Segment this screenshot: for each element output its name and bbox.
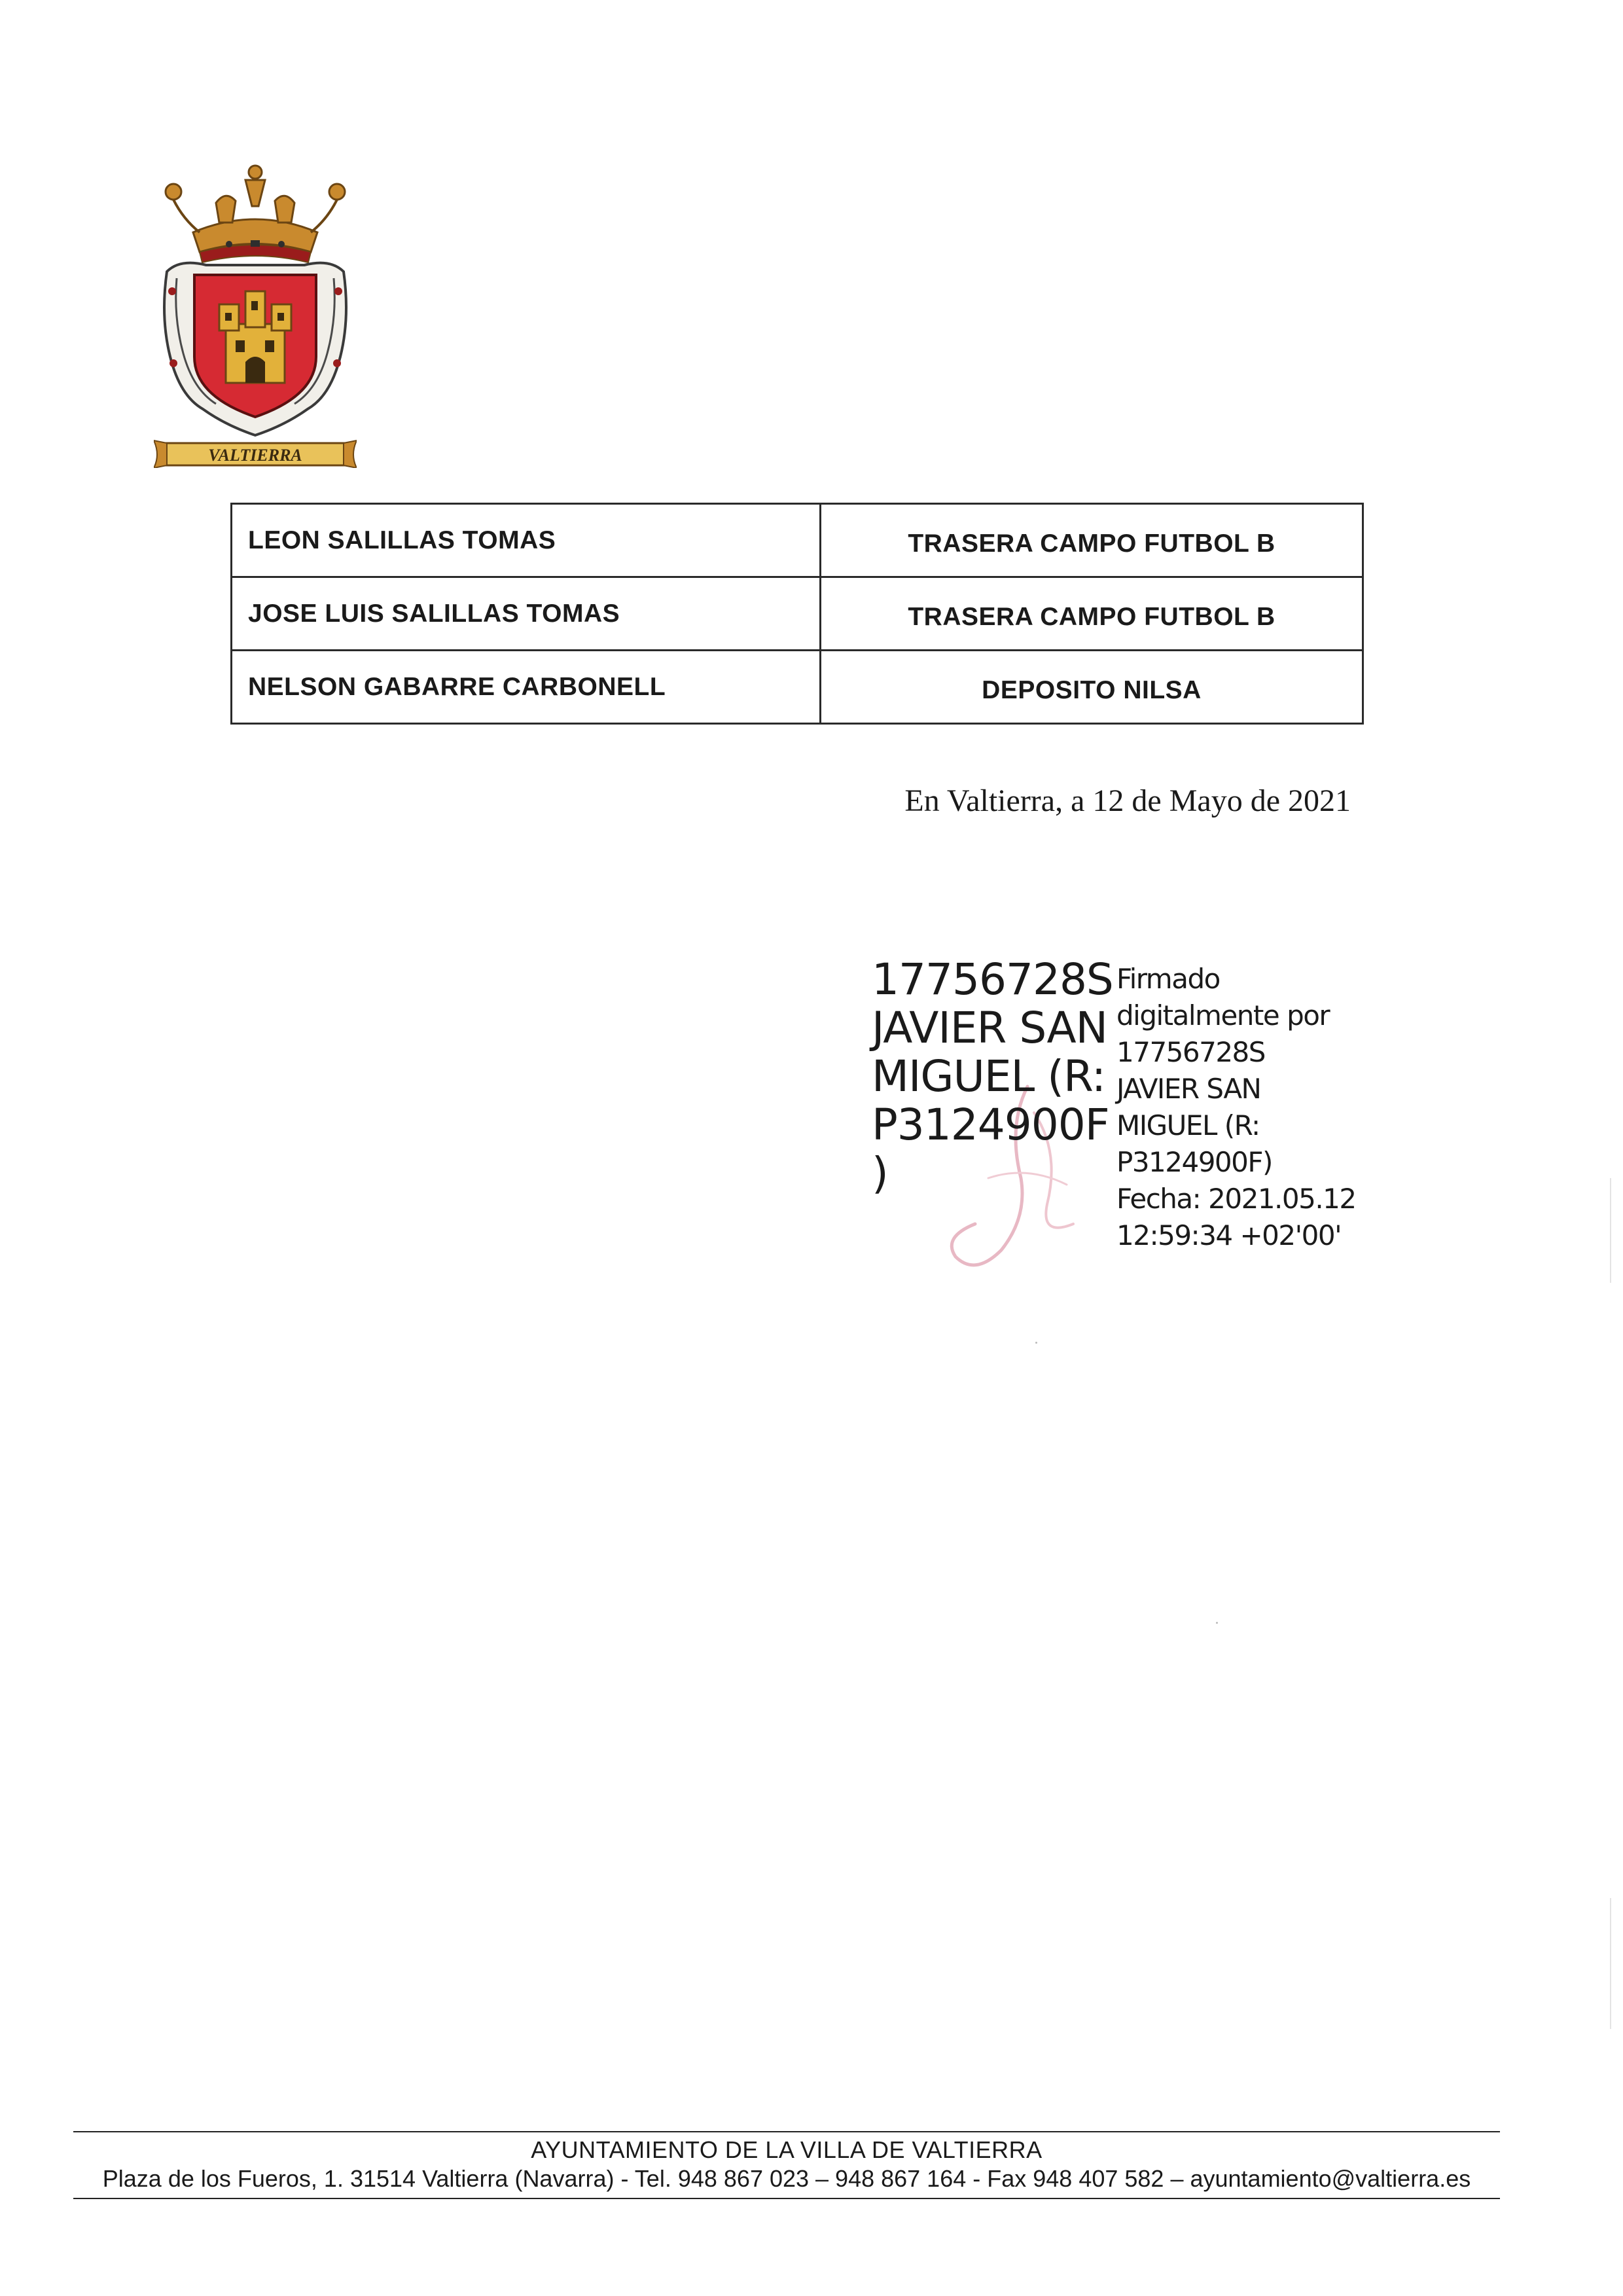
footer-title: AYUNTAMIENTO DE LA VILLA DE VALTIERRA [531, 2136, 1043, 2163]
owner-name: LEON SALILLAS TOMAS [232, 504, 821, 577]
signature-big-line: JAVIER SAN [872, 1003, 1108, 1053]
logo-banner-text: VALTIERRA [208, 446, 302, 465]
table-row [232, 577, 1363, 651]
signature-big-line: P3124900F [872, 1100, 1109, 1150]
signature-small-line: 12:59:34 +02'00' [1116, 1219, 1342, 1251]
owner-place: DEPOSITO NILSA [821, 651, 1363, 724]
footer-top-rule [73, 2131, 1500, 2132]
owners-table [230, 503, 1364, 725]
owner-place: TRASERA CAMPO FUTBOL B [821, 577, 1363, 651]
signature-small-line: 17756728S [1116, 1036, 1265, 1068]
date-line: En Valtierra, a 12 de Mayo de 2021 [904, 783, 1351, 818]
signature-details [1116, 961, 1378, 1254]
footer-address: Plaza de los Fueros, 1. 31514 Valtierra (Navarra) - Tel. 948 867 023 – 948 867 164 - Fax 948 407 582 – ayuntamiento@valtierra.es [102, 2165, 1471, 2192]
owner-name: NELSON GABARRE CARBONELL [232, 651, 821, 724]
signature-small-line: digitalmente por [1116, 999, 1330, 1031]
owner-place: TRASERA CAMPO FUTBOL B [821, 504, 1363, 577]
signature-big-line: ) [872, 1148, 888, 1198]
castle-icon [219, 291, 291, 383]
valtierra-banner-icon [154, 440, 357, 468]
valtierra-coat-of-arms-icon [154, 160, 357, 468]
owner-name: JOSE LUIS SALILLAS TOMAS [232, 577, 821, 651]
signature-small-line: Firmado [1116, 963, 1220, 995]
signature-big-line: 17756728S [872, 954, 1113, 1005]
crown-icon [166, 166, 345, 262]
footer-bottom-rule [73, 2198, 1500, 2199]
signature-big-line: MIGUEL (R: [872, 1051, 1106, 1102]
scan-speck [1035, 1342, 1037, 1344]
scan-speck [1216, 1622, 1218, 1624]
table-row [232, 651, 1363, 724]
scan-edge [1610, 1898, 1611, 2029]
scan-edge [1610, 1178, 1611, 1283]
signature-signer [872, 956, 1120, 1198]
signature-small-line: MIGUEL (R: [1116, 1109, 1260, 1141]
signature-small-line: Fecha: 2021.05.12 [1116, 1183, 1356, 1215]
signature-small-line: P3124900F) [1116, 1146, 1272, 1178]
signature-small-line: JAVIER SAN [1116, 1073, 1261, 1105]
table-row [232, 504, 1363, 577]
